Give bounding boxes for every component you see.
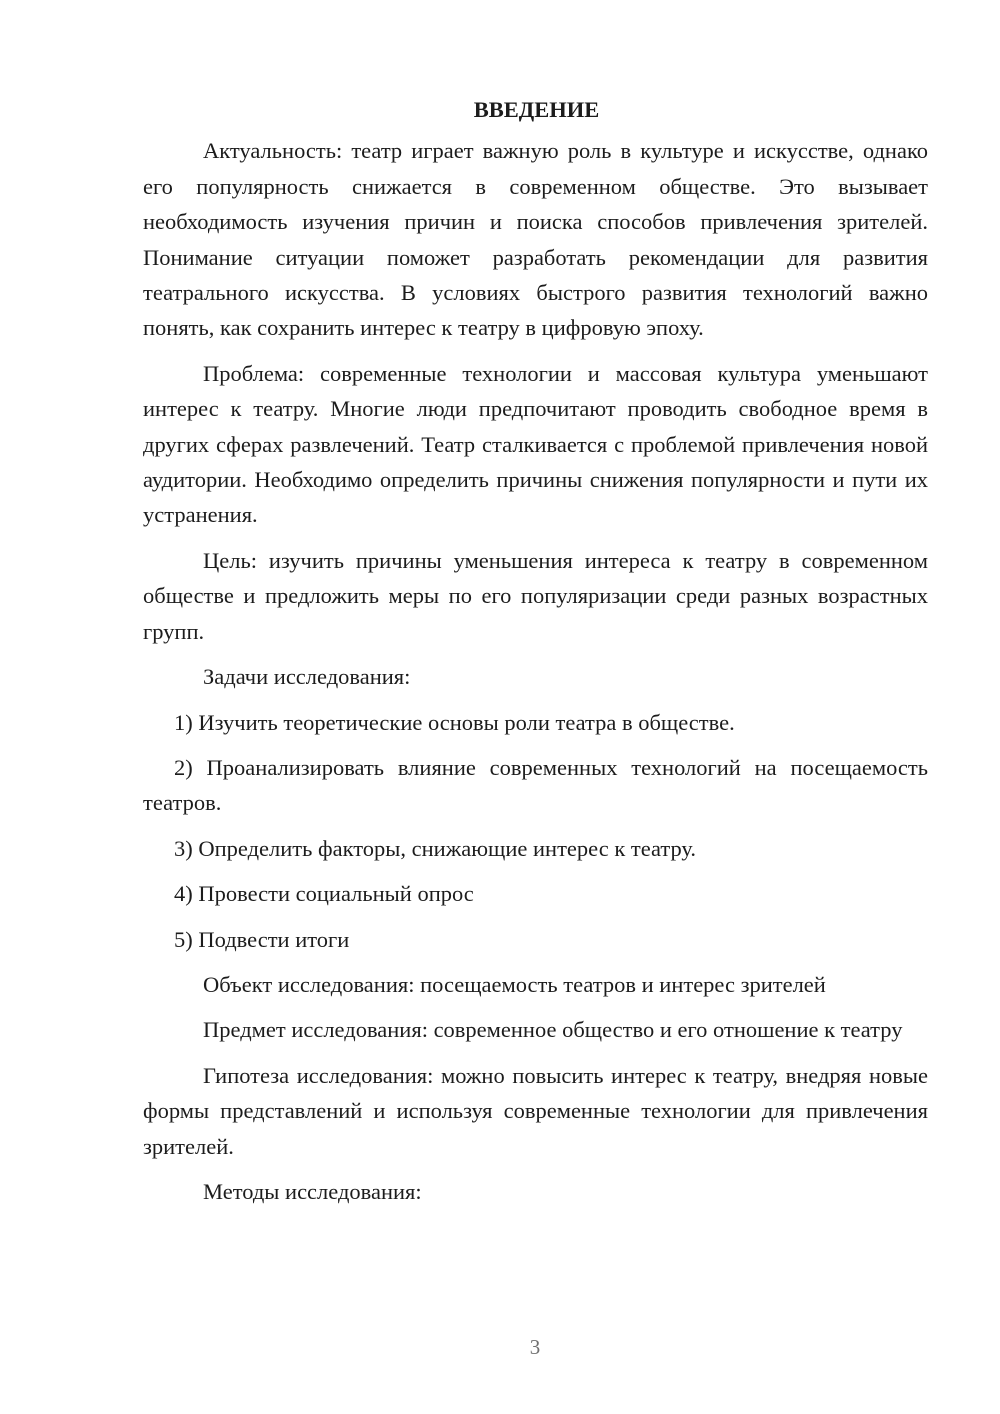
tasks-heading: Задачи исследования: — [203, 664, 411, 690]
task-item-2: 2) Проанализировать влияние современных технологий на посещаемость театров. — [143, 754, 928, 816]
research-subject: Предмет исследования: современное общество и его отношение к театру — [203, 1017, 903, 1043]
problem-paragraph: Проблема: современные технологии и массовая культура уменьшают интерес к театру. Многие люди предпочитают проводить свободное время в других сферах развлечений. Театр сталкивается с проблемой привлечения новой аудитории. Необходимо определить причины снижения популярности и пути их устранения. — [143, 360, 928, 528]
research-object: Объект исследования: посещаемость театров и интерес зрителей — [203, 971, 826, 997]
goal-paragraph: Цель: изучить причины уменьшения интереса к театру в современном обществе и предложить меры по его популяризации среди разных возрастных групп. — [143, 547, 928, 644]
research-hypothesis: Гипотеза исследования: можно повысить интерес к театру, внедряя новые формы представлений и используя современные технологии для привлечения зрителей. — [143, 1062, 928, 1159]
task-item-4: 4) Провести социальный опрос — [174, 881, 474, 907]
section-title: ВВЕДЕНИЕ — [473, 97, 600, 122]
research-methods: Методы исследования: — [203, 1178, 422, 1204]
page-number: 3 — [529, 1335, 541, 1359]
relevance-paragraph: Актуальность: театр играет важную роль в культуре и искусстве, однако его популярность снижается в современном обществе. Это вызывает необходимость изучения причин и поиска способов привлечения зрителей. Понимание ситуации поможет разработать рекомендации для развития театрального искусства. В условиях быстрого развития технологий важно понять, как сохранить интерес к театру в цифровую эпоху. — [143, 138, 928, 341]
task-item-3: 3) Определить факторы, снижающие интерес к театру. — [174, 835, 697, 861]
page-content — [143, 92, 928, 1219]
task-item-5: 5) Подвести итоги — [174, 926, 350, 952]
task-item-1: 1) Изучить теоретические основы роли театра в обществе. — [174, 709, 735, 735]
